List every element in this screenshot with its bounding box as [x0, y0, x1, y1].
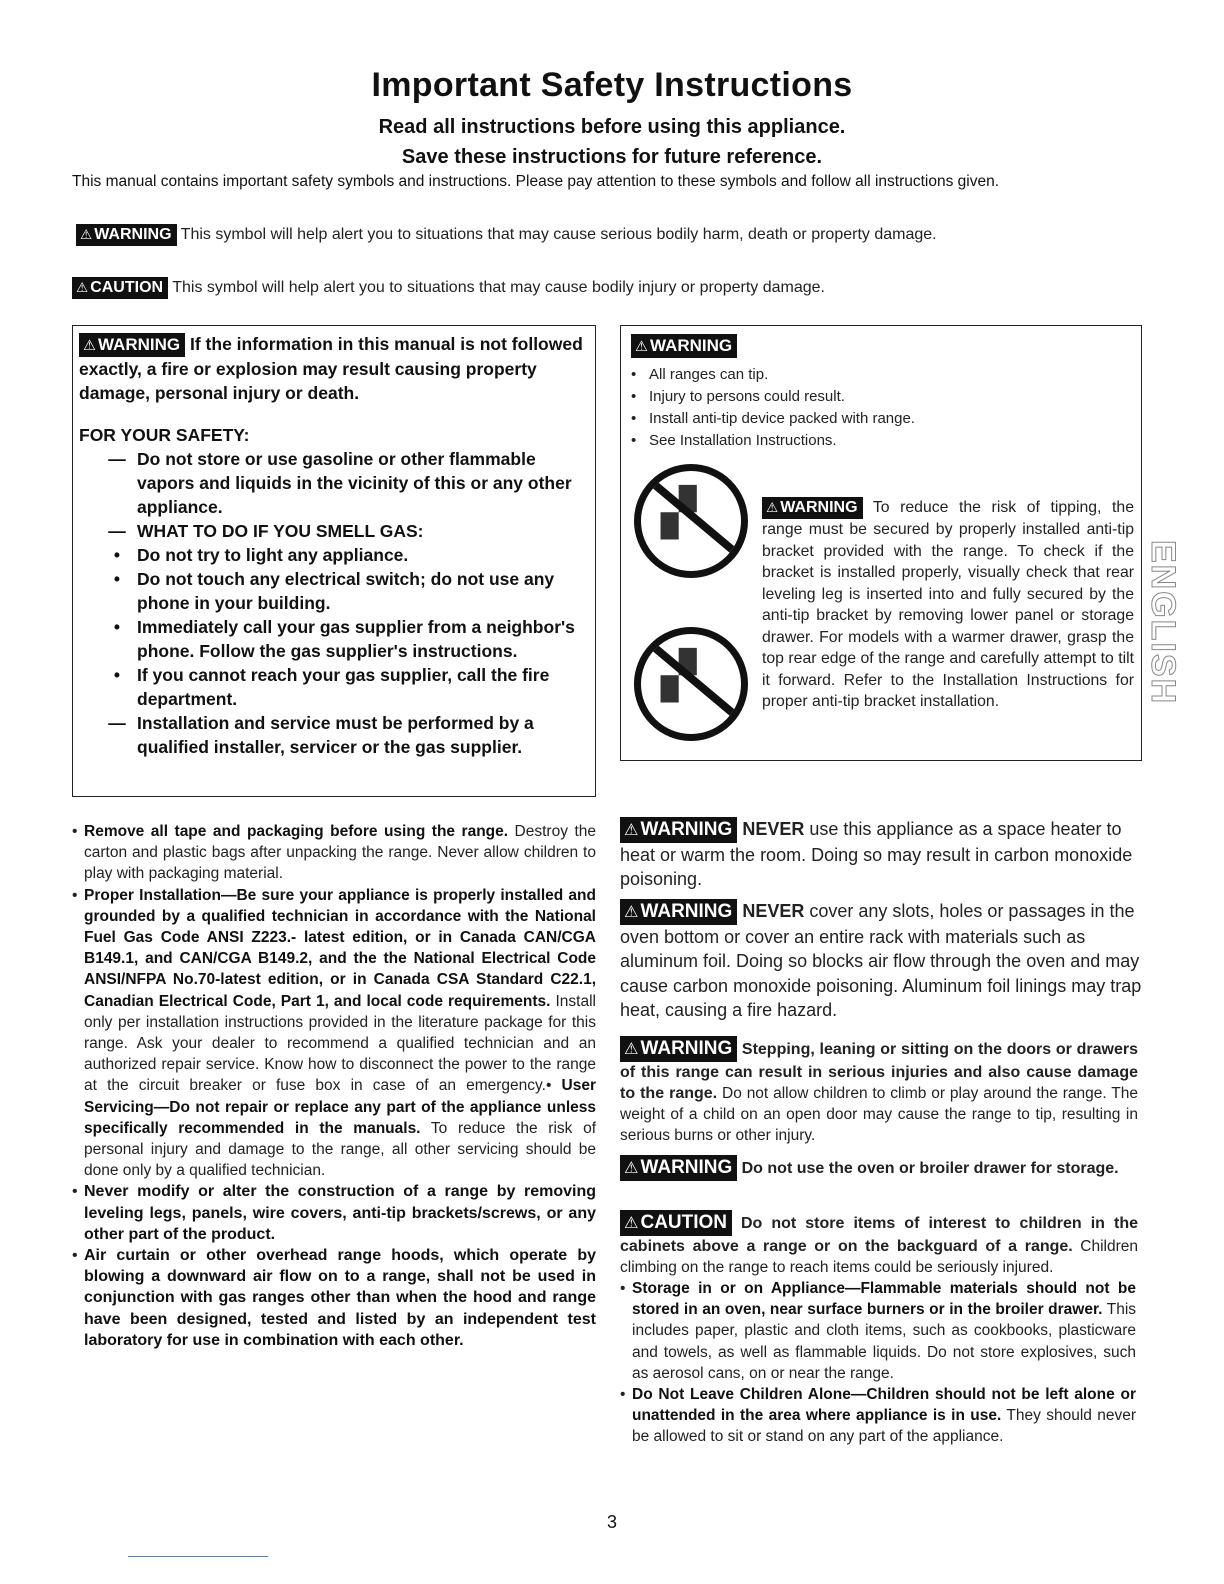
storage-warning: ⚠ WARNING Do not use the oven or broiler drawer for storage. — [620, 1155, 1138, 1181]
warning-triangle-icon: ⚠ — [635, 339, 648, 355]
subtitle-read: Read all instructions before using this appliance. — [378, 116, 846, 138]
list-item: • Proper Installation—Be sure your appliance is properly installed and grounded by a qualified technician in accordance with the National Fuel Gas Code ANSI Z223.- latest edition, or in Canada CAN/CGA B149.1, and CAN/CGA B149.2, and the the National Electrical Code ANSI/NFPA No.70-latest edition, or in Canada CSA Standard C22.1, Canadian Electrical Code, Part 1, and local code requirements. Install only per installation instructions provided in the literature package for this range. Ask your dealer to recommend a qualified technician and an authorized repair service. Know how to disconnect the power to the range at the circuit breaker or fuse box in case of an emergency.• User Servicing—Do not repair or replace any part of the appliance unless specifically recommended in the manuals. To reduce the risk of personal injury and damage to the range, all other servicing should be done only by a qualified technician. — [72, 886, 596, 1180]
list-item: • See Installation Instructions. — [631, 430, 1141, 452]
list-item: • Never modify or alter the construction of a range by removing leveling legs, panels, wire covers, anti-tip brackets/screws, or any other part of the product. — [72, 1183, 596, 1243]
warning-badge: ⚠ WARNING — [620, 817, 737, 843]
list-item: • Air curtain or other overhead range hoods, which operate by blowing a downward air flow on to a range, shall not be used in conjunction with gas ranges other than when the hood and range have been designed, tested and listed by an independent test laboratory for use in combination with each other. — [72, 1247, 596, 1349]
list-item: • Injury to persons could result. — [631, 386, 1141, 408]
list-item: • If you cannot reach your gas supplier, call the fire department. — [113, 664, 550, 709]
list-item: • Storage in or on Appliance—Flammable materials should not be stored in an oven, near surface burners or in the broiler drawer. This includes paper, plastic and cloth items, such as cookbooks, plasticware and towels, as well as flammable liquids. Do not store explosives, such as aerosol cans, on or near the range. — [620, 1280, 1137, 1382]
warning-badge: ⚠ WARNING — [620, 899, 737, 925]
list-item: — Do not store or use gasoline or other flammable vapors and liquids in the vicinity of this or any other appliance. — [108, 448, 572, 517]
warning-triangle-icon: ⚠ — [624, 1159, 639, 1177]
warning-badge: ⚠ WARNING — [79, 333, 185, 357]
footer-line — [128, 1556, 268, 1557]
caution-symbol-text: This symbol will help alert you to situations that may cause bodily injury or property damage. — [172, 279, 825, 296]
list-item: • Immediately call your gas supplier from a neighbor's phone. Follow the gas supplier's instructions. — [113, 616, 575, 661]
left-column — [72, 821, 596, 1351]
warning-triangle-icon: ⚠ — [624, 1214, 639, 1232]
warning-badge: ⚠ WARNING — [631, 334, 737, 358]
warning-triangle-icon: ⚠ — [80, 227, 93, 242]
list-item: • Remove all tape and packaging before using the range. Destroy the carton and plastic bags after unpacking the range. Never allow children to play with packaging material. — [72, 823, 597, 883]
language-tab: ENGLISH — [1144, 540, 1182, 706]
page-number: 3 — [606, 1512, 617, 1532]
warning-triangle-icon: ⚠ — [624, 903, 639, 921]
tipping-range-prohibited-icon: ▞ — [634, 464, 748, 578]
subtitle-save: Save these instructions for future reference. — [401, 146, 823, 168]
for-your-safety-label: FOR YOUR SAFETY: — [79, 424, 250, 445]
warning-badge: ⚠ WARNING — [762, 497, 863, 519]
list-item: — WHAT TO DO IF YOU SMELL GAS: — [108, 520, 424, 541]
list-item: • Do not touch any electrical switch; do not use any phone in your building. — [113, 568, 555, 613]
intro-text: This manual contains important safety symbols and instructions. Please pay attention to these symbols and follow all instructions given. — [72, 173, 1000, 190]
anti-tip-bullets — [631, 364, 1141, 452]
list-item: • Install anti-tip device packed with range. — [631, 408, 1141, 430]
caution-badge: ⚠ CAUTION — [72, 277, 168, 299]
caution-symbol-row — [72, 277, 825, 299]
gas-warning-box — [72, 325, 596, 797]
anti-tip-instructions: ⚠ WARNING To reduce the risk of tipping, the range must be secured by properly installed anti-tip bracket provided with the range. To check if the bracket is installed properly, visually check that rear leveling leg is inserted into and fully secured by the anti-tip bracket by removing lower panel or storage drawer. For models with a warmer drawer, grasp the top rear edge of the range and carefully attempt to tilt it forward. Refer to the Installation Instructions for proper anti-tip bracket installation. — [762, 499, 1134, 711]
gas-warning-head: ⚠ WARNING If the information in this manual is not followed exactly, a fire or explosion may result causing property damage, personal injury or death. — [79, 334, 583, 403]
warning-symbol-text: This symbol will help alert you to situations that may cause serious bodily harm, death or property damage. — [180, 226, 937, 243]
children-caution: ⚠ CAUTION Do not store items of interest to children in the cabinets above a range or on the backguard of a range. Children climbing on the range to reach items could be seriously injured. — [620, 1212, 1138, 1277]
list-item: — Installation and service must be performed by a qualified installer, servicer or the gas supplier. — [108, 712, 534, 757]
warning-triangle-icon: ⚠ — [624, 1040, 639, 1058]
page-title: Important Safety Instructions — [371, 66, 853, 104]
list-item: • Do not try to light any appliance. — [113, 544, 409, 565]
warning-triangle-icon: ⚠ — [83, 338, 96, 354]
space-heater-warning: ⚠ WARNING NEVER use this appliance as a space heater to heat or warm the room. Doing so may result in carbon monoxide poisoning. — [620, 819, 1133, 890]
warning-symbol-row — [76, 224, 937, 246]
foil-warning: ⚠ WARNING NEVER cover any slots, holes or passages in the oven bottom or cover an entire rack with materials such as aluminum foil. Doing so blocks air flow through the oven and may cause carbon monoxide poisoning. Aluminum foil linings may trap heat, causing a fire hazard. — [620, 901, 1142, 1021]
caution-badge: ⚠ CAUTION — [620, 1210, 732, 1236]
warning-badge: ⚠ WARNING — [620, 1155, 737, 1181]
warning-triangle-icon: ⚠ — [624, 821, 639, 839]
warning-triangle-icon: ⚠ — [76, 280, 89, 295]
right-bullets — [620, 1278, 1136, 1448]
warning-badge: ⚠ WARNING — [620, 1036, 737, 1062]
list-item: • Do Not Leave Children Alone—Children should not be left alone or unattended in the area where appliance is in use. They should never be allowed to sit or stand on any part of the appliance. — [620, 1386, 1137, 1446]
child-on-door-prohibited-icon: ▞ — [634, 627, 748, 741]
warning-badge: ⚠ WARNING — [76, 224, 177, 246]
gas-safety-list — [79, 447, 589, 759]
warning-triangle-icon: ⚠ — [766, 500, 779, 515]
door-stepping-warning: ⚠ WARNING Stepping, leaning or sitting on the doors or drawers of this range can result in serious injuries and also cause damage to the range. Do not allow children to climb or play around the range. The weight of a child on an open door may cause the range to tip, resulting in serious burns or other injury. — [620, 1038, 1139, 1145]
list-item: • All ranges can tip. — [631, 364, 1141, 386]
